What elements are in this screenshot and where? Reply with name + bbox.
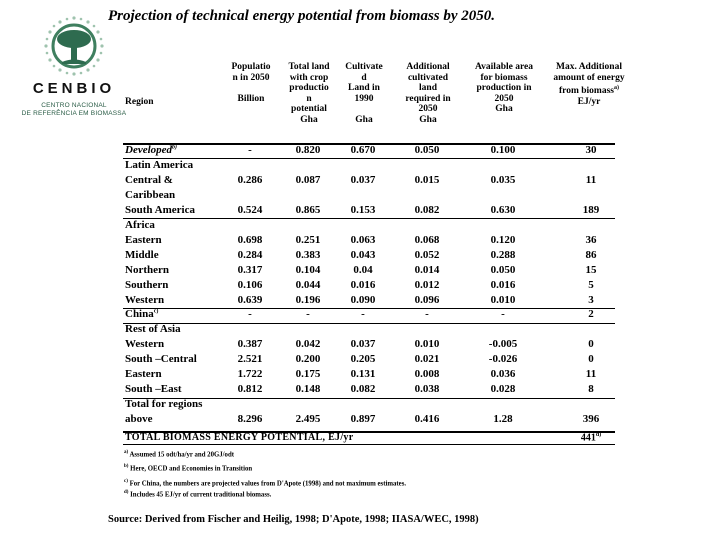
footnote-text: Includes 45 EJ/yr of current traditional biomass. [130,491,272,499]
region-text: Eastern [125,368,162,381]
total-value-text: 441 [580,432,596,444]
table-cell: 0.524 [237,203,263,216]
row-region-label [125,338,164,350]
footnote-marker: b) [172,144,178,151]
table-cell: 0.036 [490,368,516,381]
region-text: South America [125,203,195,216]
table-cell: -0.026 [488,353,518,366]
row-region-label [125,264,169,276]
row-region-label [125,368,162,380]
region-text: above [125,413,153,426]
footnote [124,464,252,472]
row-region-label [125,383,182,395]
table-cell: 0.387 [237,338,263,351]
footnote-marker: a) [613,85,619,91]
tree-logo-icon [42,14,106,78]
row-region-label [125,353,197,365]
row-region-label [125,413,153,425]
table-cell: 0.068 [414,233,440,246]
footnote-marker: c) [153,308,159,315]
logo-subtitle-line2: DE REFERÊNCIA EM BIOMASSA [21,110,127,117]
region-text: Western [125,293,165,306]
table-cell: 0.010 [490,293,516,306]
table-cell: 0.286 [237,173,263,186]
header-additional-line: Additional [406,62,450,72]
region-text: Middle [125,248,159,261]
header-region [125,97,154,108]
row-region-label [125,308,158,320]
region-text: Developed [125,144,173,156]
table-cell: 0.044 [295,278,321,291]
header-population-line: n in 2050 [232,72,270,83]
region-text: Northern [125,263,169,276]
header-additional [392,62,464,125]
table-cell: 36 [585,233,597,246]
table-cell: 0.087 [295,173,321,186]
table-cell: 0.416 [414,413,440,426]
header-additional-line: 2050 [418,104,438,114]
table-cell: 189 [582,203,600,216]
logo-brand-text: CENBIO [32,80,116,97]
footnote-text: For China, the numbers are projected values from D'Apote (1998) and not maximum estimates. [129,480,407,488]
header-population-line: Populatio [231,62,271,72]
row-separator [123,158,615,159]
table-cell: - [501,308,505,321]
table-cell: 0.104 [295,263,321,276]
header-cultivated [338,62,390,125]
table-cell: 1.28 [493,413,513,426]
row-region-label [125,279,168,291]
total-value [560,432,622,443]
table-cell: 0.153 [350,203,376,216]
table-cell: 86 [585,248,597,261]
header-max-energy-line [544,83,634,97]
table-cell: 0.021 [414,353,440,366]
table-cell: 0.284 [237,248,263,261]
table-cell: 15 [585,263,597,276]
table-cell: 0.106 [237,278,263,291]
header-cultivated-line: Gha [355,114,373,125]
table-cell: 5 [588,278,594,291]
table-cell: 0.288 [490,248,516,261]
header-cultivated-line: 1990 [354,93,374,104]
region-text: Africa [125,218,155,231]
header-cultivated-line [338,104,390,115]
row-region-label [125,189,175,201]
table-cell: 3 [588,293,594,306]
table-cell: 0.317 [237,263,263,276]
row-region-label [125,398,202,410]
header-population-line: Billion [237,93,265,104]
header-total-land-line: n [306,93,312,104]
table-cell: 0.052 [414,248,440,261]
table-cell: 0.383 [295,248,321,261]
header-population [224,62,278,104]
footnote-marker: a) [124,450,129,455]
row-separator [123,323,615,324]
header-total-land-line: Gha [300,114,318,125]
table-cell: 0.04 [353,263,373,276]
table-cell: 11 [585,368,597,381]
table-cell: 0.010 [414,338,440,351]
table-cell: 0.016 [490,278,516,291]
footnote [124,450,234,458]
region-text: China [125,308,154,321]
table-cell: 2.495 [295,413,321,426]
row-separator [123,218,615,219]
bottom-rule [123,444,615,445]
footnote-marker: d) [124,490,129,495]
header-available-line: Available area [475,62,533,72]
table-cell: - [248,144,252,156]
region-text: Eastern [125,233,162,246]
row-region-label [125,249,159,261]
table-cell: 0.096 [414,293,440,306]
table-cell: 8.296 [237,413,263,426]
table-cell: 0.639 [237,293,263,306]
table-cell: - [361,308,365,321]
table-cell: - [425,308,429,321]
table-cell: - [306,308,310,321]
footnote [124,479,406,487]
region-text: Caribbean [125,188,176,201]
region-text: Rest of Asia [125,323,181,336]
header-additional-line: Gha [419,114,437,125]
header-available-line: 2050 [494,93,514,104]
header-max-energy-text: from biomass [559,86,614,97]
table-cell: 0.035 [490,173,516,186]
header-population-line [224,83,278,94]
header-cultivated-line: Cultivate [345,62,383,72]
table-cell: 0.082 [350,383,376,396]
row-region-label [125,323,181,335]
source-note: Source: Derived from Fischer and Heilig, 1998; D'Apote, 1998; IIASA/WEC, 1998) [108,514,479,525]
row-region-label [125,219,155,231]
footnote-text: Here, OECD and Economies in Transition [130,465,253,473]
header-cultivated-line: d [361,72,367,83]
table-cell: 0.196 [295,293,321,306]
table-cell: 0.037 [350,338,376,351]
table-cell: 0 [588,353,594,366]
table-cell: 0.630 [490,203,516,216]
header-additional-line: required in [405,93,451,104]
table-cell: 0.865 [295,203,321,216]
table-cell: 0.698 [237,233,263,246]
footnote-text: Assumed 15 odt/ha/yr and 20GJ/odt [129,451,234,459]
table-cell: 8 [588,383,594,396]
table-cell: 0.082 [414,203,440,216]
region-text: Total for regions [125,398,203,411]
row-region-label [125,174,173,186]
header-region-label: Region [125,97,154,107]
total-label: TOTAL BIOMASS ENERGY POTENTIAL, EJ/yr [125,432,354,443]
header-max-energy-line: EJ/yr [577,96,601,107]
header-cultivated-line: Land in [348,83,380,93]
header-total-land-line: with crop [289,72,329,83]
table-cell: 0.148 [295,383,321,396]
row-region-label [125,159,193,171]
table-cell: 0.012 [414,278,440,291]
footnote-marker: d) [595,432,602,438]
table-cell: 0.016 [350,278,376,291]
region-text: South –East [125,383,182,396]
row-region-label [125,294,164,306]
table-cell: 0.090 [350,293,376,306]
footnote-marker: c) [124,479,128,484]
table-cell: 0.043 [350,248,376,261]
table-cell: 2 [588,308,594,321]
table-cell: -0.005 [488,338,518,351]
table-cell: 0.200 [295,353,321,366]
header-max-energy-line: amount of energy [553,72,625,83]
region-text: Latin America [125,158,194,171]
footnote [124,490,271,498]
table-cell: 0.042 [295,338,321,351]
table-cell: 0.100 [490,144,516,156]
table-cell: 1.722 [237,368,263,381]
table-cell: 0.038 [414,383,440,396]
footnote-marker: b) [124,464,129,469]
table-cell: 0.205 [350,353,376,366]
table-cell: 0.015 [414,173,440,186]
header-total-land [280,62,338,125]
table-cell: 0.251 [295,233,321,246]
header-additional-line: land [419,83,437,93]
header-available-line: Gha [495,104,513,114]
table-cell: 0.812 [237,383,263,396]
table-cell: 0.050 [490,263,516,276]
table-cell: 0.175 [295,368,321,381]
table-cell: 2.521 [237,353,263,366]
table-cell: 0.063 [350,233,376,246]
table-cell: 30 [585,144,597,156]
table-cell: 0.028 [490,383,516,396]
row-region-label [125,204,195,216]
table-cell: 0.820 [295,144,321,156]
table-cell: - [248,308,252,321]
header-total-land-line: potential [291,104,327,114]
page-title: Projection of technical energy potential from biomass by 2050. [108,8,496,24]
table-cell: 0.670 [350,144,376,156]
header-total-land-line: Total land [288,62,330,72]
header-available-line: production in [476,83,532,93]
region-text: Central & [125,173,173,186]
region-text: Southern [125,278,169,291]
table-cell: 0.120 [490,233,516,246]
table-cell: 0.897 [350,413,376,426]
row-region-label [125,144,177,156]
header-additional-line: cultivated [407,72,449,83]
table-cell: 0 [588,338,594,351]
header-available-line: for biomass [480,72,528,83]
header-total-land-line: productio [289,83,329,93]
logo-subtitle-line1: CENTRO NACIONAL [41,102,107,109]
header-max-energy [544,62,634,107]
table-cell: 0.131 [350,368,376,381]
table-cell: 11 [585,173,597,186]
table-cell: 0.014 [414,263,440,276]
header-available [462,62,546,115]
table-cell: 396 [582,413,600,426]
table-cell: 0.050 [414,144,440,156]
header-max-energy-line: Max. Additional [556,62,622,72]
row-region-label [125,234,162,246]
region-text: Western [125,338,165,351]
table-cell: 0.008 [414,368,440,381]
table-cell: 0.037 [350,173,376,186]
region-text: South –Central [125,353,197,366]
